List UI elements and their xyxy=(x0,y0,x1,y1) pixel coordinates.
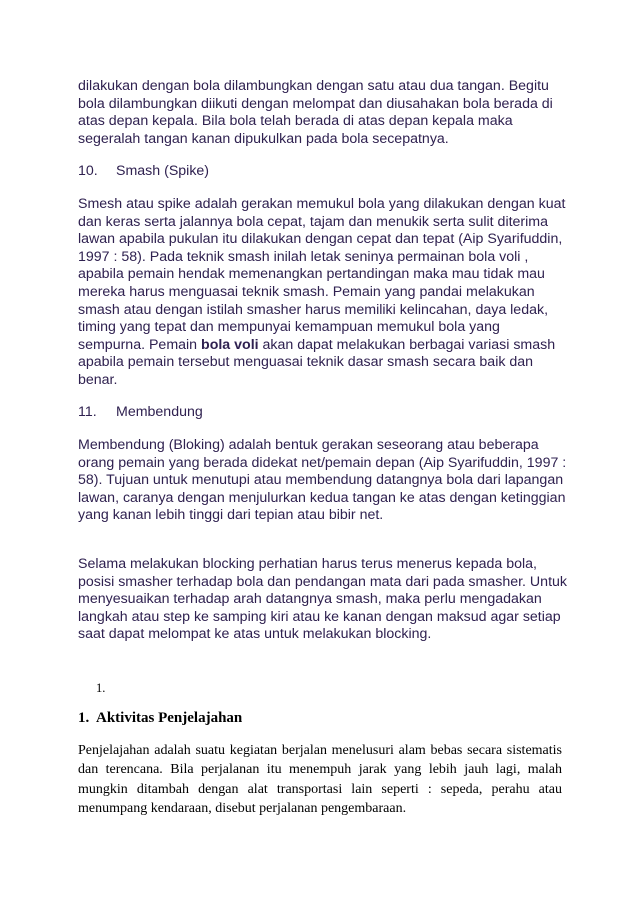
section-10-text-part1: Smesh atau spike adalah gerakan memukul bola yang dilakukan dengan kuat dan keras serta jalannya bola cepat, tajam dan menukik serta sulit diterima lawan apabila pukulan itu dilakukan dengan cepat dan tepat (Aip Syarifuddin, 1997 : 58). Pada teknik smash inilah letak seninya permainan bola voli , apabila pemain hendak memenangkan pertandingan maka mau tidak mau mereka harus menguasai teknik smash. Pemain yang pandai melakukan smash atau dengan istilah smasher harus memiliki kelincahan, daya ledak, timing yang tepat dan mempunyai kemampuan memukul bola yang sempurna. Pemain xyxy=(78,196,566,353)
section-11-number: 11. xyxy=(78,404,97,420)
section-11-heading xyxy=(78,404,203,420)
section-10-heading xyxy=(78,163,209,179)
aktivitas-heading xyxy=(78,710,242,727)
section-10-number: 10. xyxy=(78,163,98,179)
section-11-title: Membendung xyxy=(116,404,203,420)
intro-paragraph: dilakukan dengan bola dilambungkan dengan satu atau dua tangan. Begitu bola dilambungkan diikuti dengan melompat dan diusahakan bola berada di atas depan kepala. Bila bola telah berada di atas depan kepala maka segeralah tangan kanan dipukulkan pada bola secepatnya. xyxy=(78,78,553,147)
empty-list-marker: 1. xyxy=(96,681,106,695)
section-10-title: Smash (Spike) xyxy=(116,163,210,179)
aktivitas-paragraph: Penjelajahan adalah suatu kegiatan berjalan menelusuri alam bebas secara sistematis dan terencana. Bila perjalanan itu menempuh jarak yang lebih jauh lagi, malah mungkin ditambah dengan alat transportasi lain seperti : sepeda, perahu atau menumpang kendaraan, disebut perjalanan pengembaraan. xyxy=(78,743,562,817)
section-11-paragraph-1: Membendung (Bloking) adalah bentuk gerakan seseorang atau beberapa orang pemain yang berada didekat net/pemain depan (Aip Syarifuddin, 1997 : 58). Tujuan untuk menutupi atau membendung datangnya bola dari lapangan lawan, caranya dengan menjulurkan kedua tangan ke atas dengan ketinggian yang kanan lebih tinggi dari tepian atau bibir net. xyxy=(78,437,567,524)
aktivitas-title: Aktivitas Penjelajahan xyxy=(96,710,243,726)
section-10-text-part2: akan dapat melakukan berbagai variasi smash apabila pemain tersebut menguasai teknik dasar smash secara baik dan benar. xyxy=(78,336,556,388)
section-10-bold-term: bola voli xyxy=(201,336,259,353)
section-11-paragraph-2: Selama melakukan blocking perhatian harus terus menerus kepada bola, posisi smasher terhadap bola dan pendangan mata dari pada smasher. Untuk menyesuaikan terhadap arah datangnya smash, maka perlu mengadakan langkah atau step ke samping kiri atau ke kanan dengan maksud agar setiap saat dapat melompat ke atas untuk melakukan blocking. xyxy=(78,556,567,643)
section-10-paragraph xyxy=(78,196,570,390)
aktivitas-number: 1. xyxy=(78,710,90,726)
